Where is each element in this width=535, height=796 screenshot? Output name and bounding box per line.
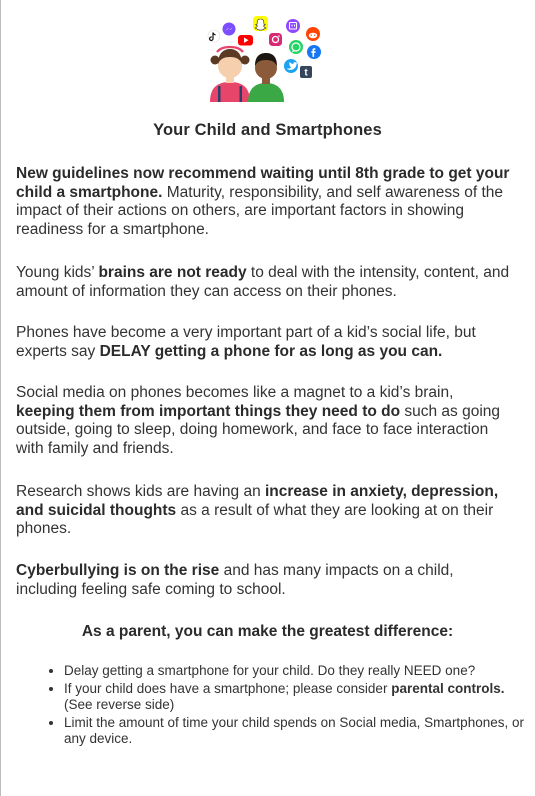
paragraph-text: to deal with the intensity, content, and amount of information they can access on their phones. bbox=[16, 264, 510, 300]
paragraph-brains bbox=[16, 264, 516, 301]
tip-text: If your child does have a smartphone; please consider bbox=[64, 680, 392, 696]
parent-subheading: As a parent, you can make the greatest difference: bbox=[81, 623, 454, 640]
list-item bbox=[64, 663, 524, 680]
svg-text:t: t bbox=[304, 67, 308, 79]
boy-figure bbox=[248, 53, 284, 102]
tip-text: (See reverse side) bbox=[64, 697, 175, 712]
tumblr-icon bbox=[300, 66, 312, 79]
facebook-icon bbox=[307, 45, 321, 59]
tiktok-icon bbox=[208, 30, 220, 42]
paragraph-text: and has many impacts on a child, including feeling safe coming to school. bbox=[16, 562, 454, 598]
instagram-icon bbox=[269, 33, 282, 46]
paragraph-bold: keeping them from important things they need to do bbox=[16, 402, 401, 420]
tip-text: Limit the amount of time your child spends on Social media, Smartphones, or any device. bbox=[64, 714, 524, 746]
paragraph-text: Young kids’ bbox=[16, 264, 99, 281]
page-title: Your Child and Smartphones bbox=[153, 121, 382, 139]
parent-tips-list bbox=[36, 663, 524, 749]
paragraph-bold: DELAY getting a phone for as long as you can. bbox=[99, 342, 443, 360]
paragraph-text: Social media on phones becomes like a magnet to a kid’s brain, bbox=[16, 384, 454, 401]
list-item bbox=[64, 715, 524, 748]
paragraph-delay bbox=[16, 324, 516, 361]
paragraph-bold: New guidelines now recommend waiting until 8th grade to get your child a smartphone. bbox=[16, 165, 510, 201]
whatsapp-icon bbox=[289, 40, 303, 54]
girl-figure bbox=[210, 47, 250, 102]
paragraph-social-media bbox=[16, 384, 516, 458]
paragraph-research bbox=[16, 483, 516, 539]
messenger-icon bbox=[223, 23, 236, 36]
paragraph-bold: Cyberbullying is on the rise bbox=[16, 562, 220, 579]
paragraph-text: Research shows kids are having an bbox=[16, 483, 265, 500]
paragraph-cyberbullying bbox=[16, 562, 516, 599]
twitch-icon bbox=[286, 19, 300, 33]
twitter-icon bbox=[284, 59, 298, 73]
list-item bbox=[64, 681, 524, 714]
snapchat-icon bbox=[253, 16, 268, 31]
paragraph-text: such as going outside, going to sleep, doing homework, and face to face interaction with family and friends. bbox=[16, 402, 501, 457]
paragraph-bold: brains are not ready bbox=[98, 264, 247, 281]
paragraph-text: Phones have become a very important part of a kid’s social life, but experts say bbox=[16, 324, 476, 360]
tip-text: Delay getting a smartphone for your child. Do they really NEED one? bbox=[64, 663, 476, 678]
paragraph-text: as a result of what they are looking at on their phones. bbox=[16, 501, 494, 537]
page-border bbox=[0, 0, 1, 796]
paragraph-guidelines bbox=[16, 165, 516, 239]
paragraph-text: Maturity, responsibility, and self awareness of the impact of their actions on others, are important factors in showing readiness for a smartphone. bbox=[16, 183, 504, 238]
paragraph-bold: increase in anxiety, depression, and suicidal thoughts bbox=[16, 483, 499, 519]
youtube-icon bbox=[238, 35, 253, 46]
reddit-icon bbox=[306, 27, 320, 41]
kids-social-media-illustration bbox=[200, 14, 330, 102]
tip-bold: parental controls. bbox=[391, 680, 505, 696]
